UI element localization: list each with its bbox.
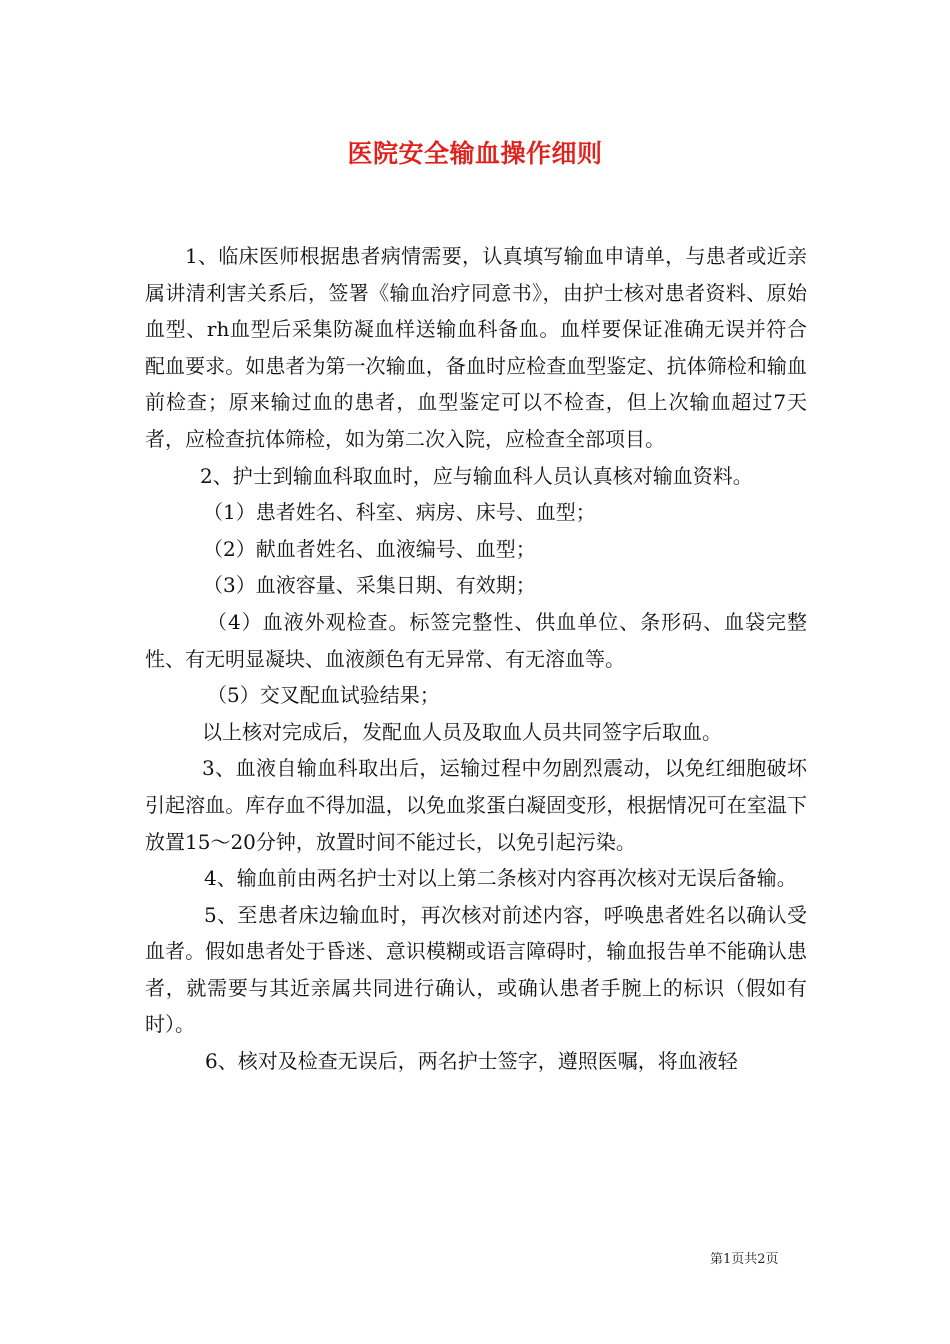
paragraph-5: 5、至患者床边输血时，再次核对前述内容，呼唤患者姓名以确认受血者。假如患者处于昏迷、意识模糊或语言障碍时，输血报告单不能确认患者，就需要与其近亲属共同进行确认，或确认患者手腕上的标识（假如有时）。 bbox=[145, 902, 807, 1037]
document-body bbox=[145, 238, 807, 1080]
document-title: 医院安全输血操作细则 bbox=[347, 139, 603, 168]
paragraph-2-item-4: （4）血液外观检查。标签完整性、供血单位、条形码、血袋完整性、有无明显凝块、血液颜色有无异常、有无溶血等。 bbox=[145, 609, 807, 671]
paragraph-2: 2、护士到输血科取血时，应与输血科人员认真核对输血资料。 bbox=[200, 463, 753, 488]
page-number-footer: 第1页共2页 bbox=[710, 1252, 779, 1267]
paragraph-1: 1、临床医师根据患者病情需要，认真填写输血申请单，与患者或近亲属讲清利害关系后，签署《输血治疗同意书》，由护士核对患者资料、原始血型、rh血型后采集防凝血样送输血科备血。血样要保证准确无误并符合配血要求。如患者为第一次输血，备血时应检查血型鉴定、抗体筛检和输血前检查；原来输过血的患者，血型鉴定可以不检查，但上次输血超过7天者，应检查抗体筛检，如为第二次入院，应检查全部项目。 bbox=[145, 244, 807, 451]
paragraph-2-item-3: （3）血液容量、采集日期、有效期； bbox=[203, 573, 536, 598]
paragraph-6: 6、核对及检查无误后，两名护士签字，遵照医嘱，将血液轻 bbox=[205, 1049, 738, 1074]
paragraph-2-item-2: （2）献血者姓名、血液编号、血型； bbox=[203, 536, 536, 561]
paragraph-2-item-1: （1）患者姓名、科室、病房、床号、血型； bbox=[203, 500, 596, 525]
paragraph-3: 3、血液自输血科取出后，运输过程中勿剧烈震动，以免红细胞破坏引起溶血。库存血不得加温，以免血浆蛋白凝固变形，根据情况可在室温下放置15～20分钟，放置时间不能过长，以免引起污染。 bbox=[145, 756, 807, 854]
paragraph-4: 4、输血前由两名护士对以上第二条核对内容再次核对无误后备输。 bbox=[204, 866, 797, 891]
paragraph-2-summary: 以上核对完成后，发配血人员及取血人员共同签字后取血。 bbox=[202, 719, 722, 744]
paragraph-2-item-5: （5）交叉配血试验结果； bbox=[207, 683, 440, 708]
